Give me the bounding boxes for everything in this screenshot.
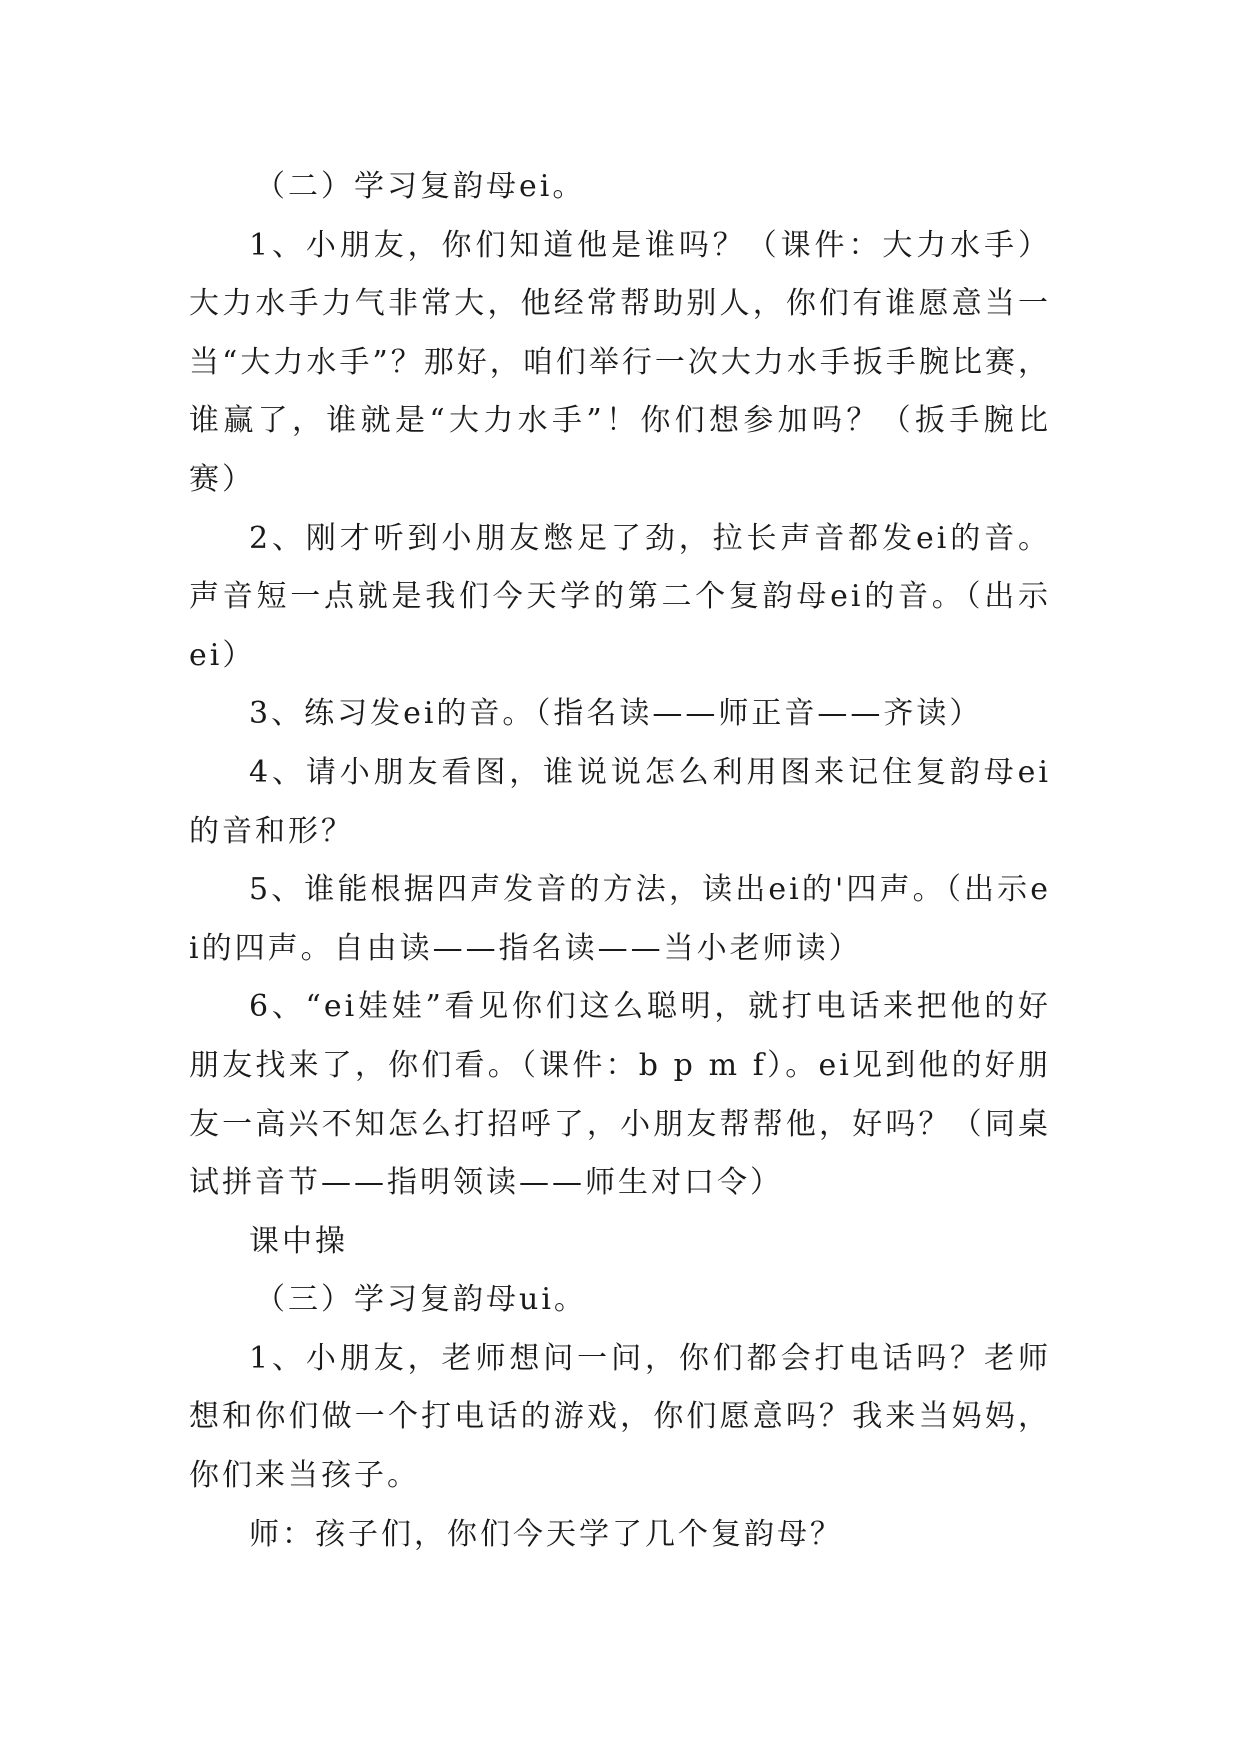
- paragraph-5: 5、谁能根据四声发音的方法，读出ei的'四声。（出示ei的四声。自由读——指名读——当小老师读）: [189, 872, 1051, 966]
- paragraph-2: 2、刚才听到小朋友憋足了劲，拉长声音都发ei的音。声音短一点就是我们今天学的第二个复韵母ei的音。（出示ei）: [189, 520, 1051, 673]
- section-heading-ui: （三）学习复韵母ui。: [255, 1282, 587, 1318]
- section-heading-ei: （二）学习复韵母ei。: [255, 169, 586, 204]
- paragraph-break-exercise: 课中操: [249, 1223, 348, 1259]
- paragraph-1: 1、小朋友，你们知道他是谁吗？（课件：大力水手）大力水手力气非常大，他经常帮助别人，你们有谁愿意当一当“大力水手”？那好，咱们举行一次大力水手扳手腕比赛，谁赢了，谁就是“大力水手”！你们想参加吗？（扳手腕比赛）: [189, 227, 1051, 497]
- document-body: [189, 158, 1051, 1564]
- paragraph-3: 3、练习发ei的音。（指名读——师正音——齐读）: [249, 696, 983, 732]
- paragraph-teacher-question: 师：孩子们，你们今天学了几个复韵母？: [249, 1516, 843, 1552]
- paragraph-ui-1: 1、小朋友，老师想问一问，你们都会打电话吗？老师想和你们做一个打电话的游戏，你们愿意吗？我来当妈妈，你们来当孩子。: [189, 1340, 1051, 1494]
- paragraph-6: 6、“ei娃娃”看见你们这么聪明，就打电话来把他的好朋友找来了，你们看。（课件：b p m f）。ei见到他的好朋友一高兴不知怎么打招呼了，小朋友帮帮他，好吗？（同桌试拼音节——指明领读——师生对口令）: [189, 989, 1051, 1201]
- paragraph-4: 4、请小朋友看图，谁说说怎么利用图来记住复韵母ei的音和形？: [189, 754, 1051, 849]
